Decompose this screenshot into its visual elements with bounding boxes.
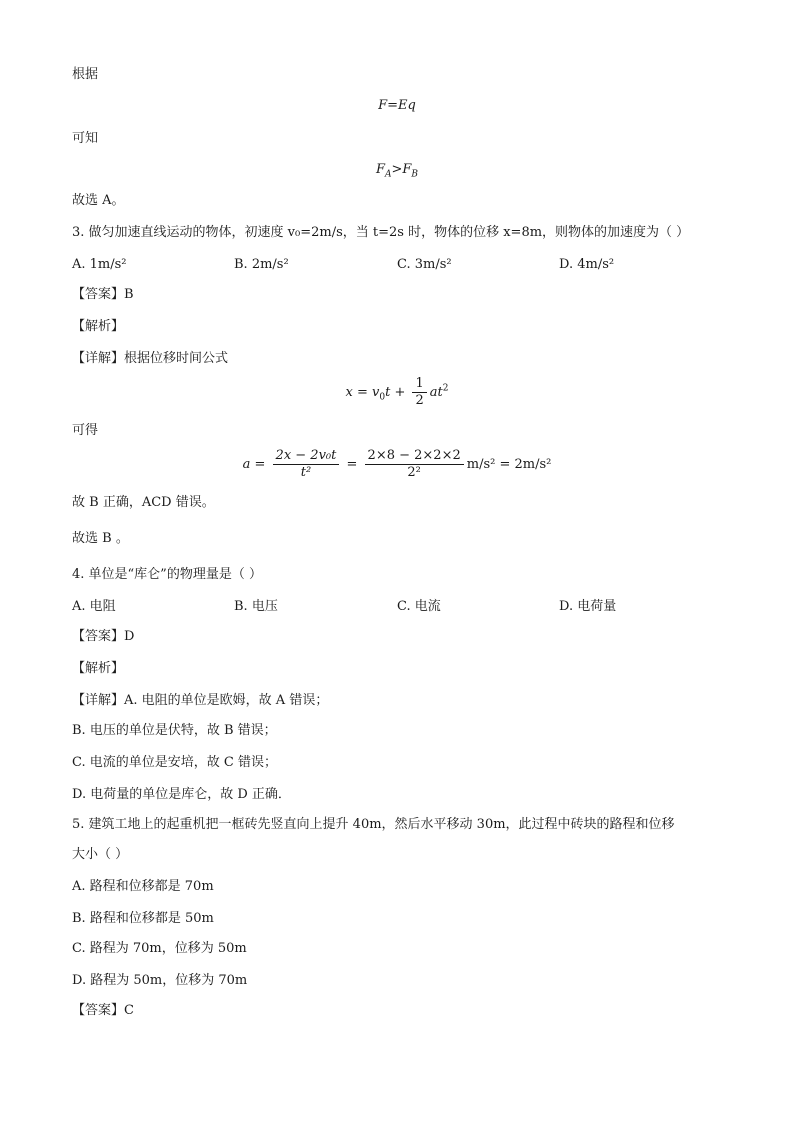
- formula-half-den: 2: [415, 393, 424, 408]
- formula-accel-eq: =: [346, 457, 358, 472]
- intro-ke-zhi: 可知: [72, 131, 99, 146]
- formula-accel-frac1: [273, 448, 340, 481]
- intro-gen-ju: 根据: [72, 67, 99, 82]
- q4-text: 4. 单位是“库仑”的物理量是（ ）: [72, 567, 262, 582]
- formula-accel-num1: 2x − 2v₀t: [273, 448, 340, 465]
- q4-detail-d: D. 电荷量的单位是库仑，故 D 正确．: [72, 787, 291, 802]
- q4-detail-b: B. 电压的单位是伏特，故 B 错误；: [72, 723, 277, 738]
- q4-answer-tag: 【答案】: [72, 629, 125, 644]
- q5-option-a: A. 路程和位移都是 70m: [72, 879, 214, 894]
- q4-detail-c: C. 电流的单位是安培，故 C 错误；: [72, 755, 277, 770]
- q4-option-a: A. 电阻: [72, 599, 116, 614]
- q5-answer-value: C: [124, 1003, 134, 1018]
- q4-detail: [72, 692, 328, 710]
- formula-fb-sub: B: [411, 169, 419, 180]
- q3-answer: [72, 286, 134, 304]
- formula-accel-lhs: a =: [242, 457, 266, 472]
- formula-accel-den1: t²: [300, 465, 312, 480]
- q4-analysis-tag: 【解析】: [72, 661, 125, 676]
- q3-option-a: A. 1m/s²: [72, 257, 127, 272]
- q4-option-c: C. 电流: [397, 599, 441, 614]
- formula-fa-sub: A: [384, 169, 392, 180]
- q4-option-b: B. 电压: [234, 599, 278, 614]
- formula-fa-gt-fb: [0, 162, 794, 180]
- q3-text: 3. 做匀加速直线运动的物体，初速度 v₀=2m/s，当 t=2s 时，物体的位移 x=8m，则物体的加速度为（ ）: [72, 225, 690, 240]
- formula-acceleration: [0, 448, 794, 481]
- q5-option-d: D. 路程为 50m，位移为 70m: [72, 973, 248, 988]
- formula-accel-num2: 2×8 − 2×2×2: [365, 448, 464, 465]
- q4-answer: [72, 628, 134, 646]
- q5-answer-tag: 【答案】: [72, 1003, 125, 1018]
- q3-ke-de: 可得: [72, 423, 99, 438]
- q4-option-d: D. 电荷量: [559, 599, 617, 614]
- formula-disp-lhs: x = v: [345, 385, 380, 400]
- q3-detail-text: 根据位移时间公式: [124, 351, 229, 366]
- formula-fb: F: [402, 162, 412, 177]
- q5-option-c: C. 路程为 70m，位移为 50m: [72, 941, 247, 956]
- q5-answer: [72, 1002, 134, 1020]
- q4-answer-value: D: [124, 629, 135, 644]
- q5-text-line2: 大小（ ）: [72, 847, 129, 862]
- formula-accel-frac2: [365, 448, 464, 481]
- formula-gt: >: [391, 162, 403, 177]
- q3-choose: 故选 B 。: [72, 531, 129, 546]
- q3-detail-tag: 【详解】: [72, 351, 125, 366]
- formula-half: [412, 376, 426, 409]
- formula-disp-sup: 2: [442, 383, 449, 394]
- q4-detail-tag: 【详解】: [72, 693, 125, 708]
- q3-conclusion: 故 B 正确，ACD 错误。: [72, 495, 215, 510]
- formula-displacement: [0, 376, 794, 409]
- formula-disp-sub0: 0: [379, 392, 386, 403]
- intro-choose: 故选 A。: [72, 193, 125, 208]
- formula-f-eq: F=Eq: [378, 98, 416, 113]
- q3-option-c: C. 3m/s²: [397, 257, 452, 272]
- formula-accel-tail: m/s² = 2m/s²: [466, 457, 552, 472]
- formula-accel-den2: 2²: [407, 465, 421, 480]
- q3-analysis-tag: 【解析】: [72, 319, 125, 334]
- formula-disp-tail: at: [429, 385, 443, 400]
- q3-option-b: B. 2m/s²: [234, 257, 289, 272]
- q3-option-d: D. 4m/s²: [559, 257, 615, 272]
- q3-answer-tag: 【答案】: [72, 287, 125, 302]
- formula-disp-t: t +: [385, 385, 406, 400]
- q3-detail: [72, 350, 228, 368]
- q3-answer-value: B: [124, 287, 134, 302]
- formula-fa: F: [375, 162, 385, 177]
- q5-option-b: B. 路程和位移都是 50m: [72, 911, 214, 926]
- q5-text-line1: 5. 建筑工地上的起重机把一框砖先竖直向上提升 40m，然后水平移动 30m，此过程中砖块的路程和位移: [72, 817, 675, 832]
- q4-detail-a: A. 电阻的单位是欧姆，故 A 错误；: [124, 693, 329, 708]
- formula-half-num: 1: [412, 376, 426, 393]
